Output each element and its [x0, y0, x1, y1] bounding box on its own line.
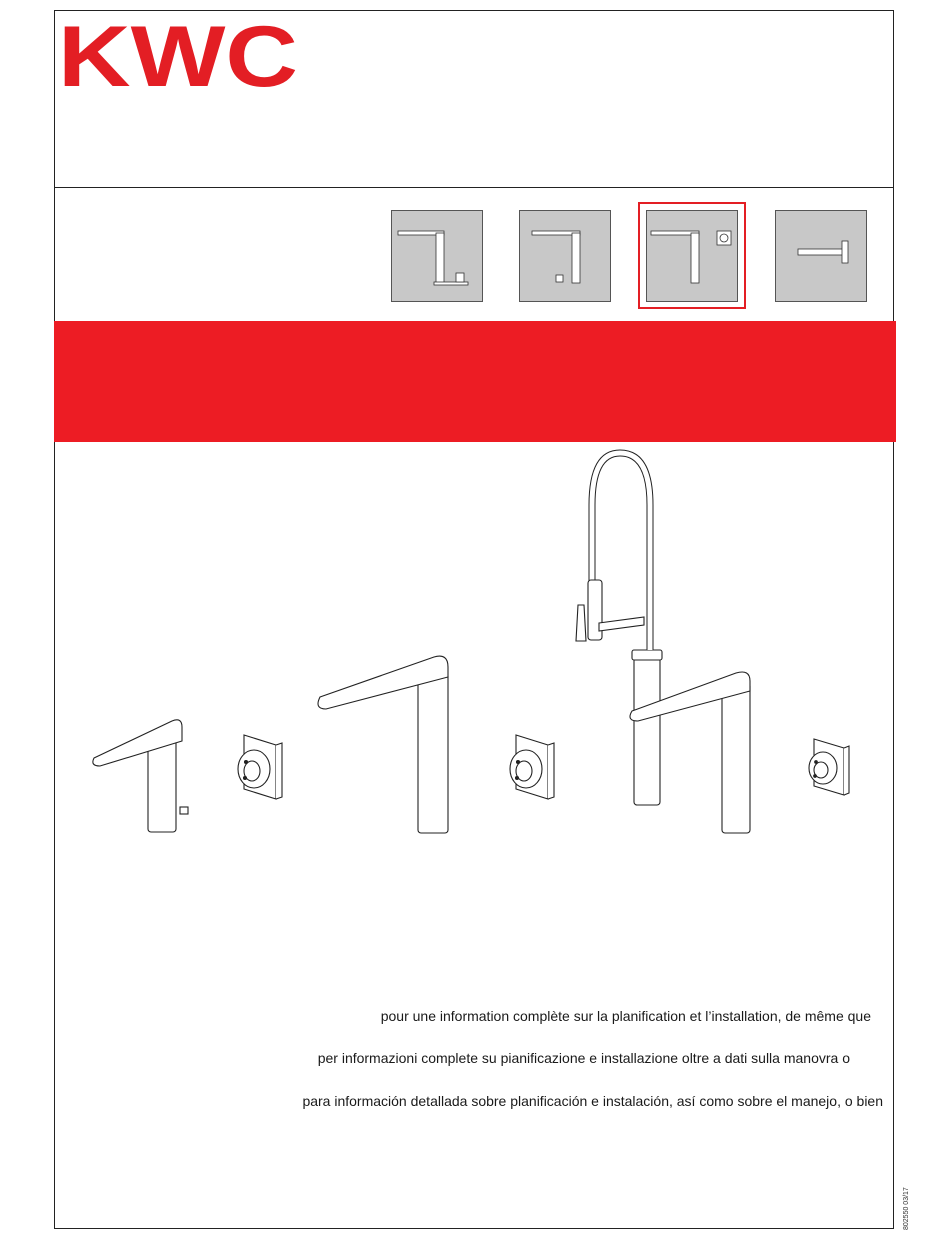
document-number: 802550 03/17 [903, 1187, 910, 1230]
basin-mixer-drawing [93, 720, 188, 832]
info-line-it: per informazioni complete su pianificazione e installazione oltre a dati sulla manovra o [317, 1050, 850, 1066]
kitchen-mixer-drawing [318, 656, 448, 833]
product-illustration [54, 445, 894, 885]
remote-mixer-icon [520, 211, 612, 303]
deck-mixer-icon [392, 211, 484, 303]
wall-control-drawing-1 [238, 735, 282, 799]
thumbnail-wall-control-mixer[interactable] [646, 210, 738, 302]
wall-control-drawing-3 [809, 739, 849, 795]
wall-spout-icon [776, 211, 868, 303]
header-divider [54, 187, 894, 188]
thumbnail-remote-mixer[interactable] [519, 210, 611, 302]
info-line-es: para información detallada sobre planificación e instalación, así como sobre el manejo, o bien [302, 1093, 883, 1109]
info-line-fr: pour une information complète sur la planification et l’installation, de même que [380, 1008, 871, 1024]
wall-control-mixer-icon [647, 211, 739, 303]
wall-control-drawing-2 [510, 735, 554, 799]
red-banner [54, 321, 896, 442]
thumbnail-deck-mixer[interactable] [391, 210, 483, 302]
kwc-logo [58, 16, 302, 96]
thumbnail-wall-spout[interactable] [775, 210, 867, 302]
pull-down-mixer-drawing [576, 453, 662, 805]
logo-text: KWC [58, 16, 298, 96]
